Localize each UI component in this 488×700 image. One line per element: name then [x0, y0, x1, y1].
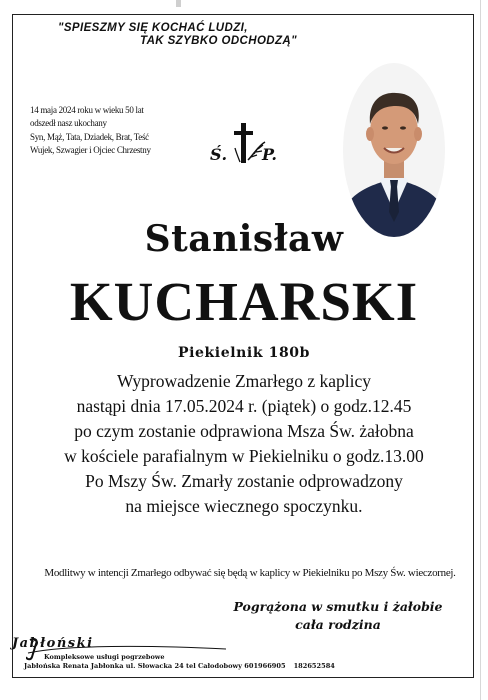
epigraph-quote	[58, 22, 428, 48]
mourning-line-2: cała rodzina	[295, 617, 381, 632]
funeral-home-name: Jabłoński	[12, 636, 94, 651]
cross-emblem-icon	[210, 120, 280, 168]
funeral-detail-line: po czym zostanie odprawiona Msza Św. żałobna	[74, 421, 414, 441]
death-announcement	[30, 104, 180, 158]
mourning-signature	[200, 598, 476, 634]
funeral-detail-line: Po Mszy Św. Zmarły zostanie odprowadzony	[85, 471, 403, 491]
mourning-line-1: Pogrążona w smutku i żałobie	[233, 599, 443, 614]
funeral-home-phone: 182652584	[293, 662, 335, 670]
death-info-line: 14 maja 2024 roku w wieku 50 lat	[30, 105, 144, 115]
death-info-line: odszedł nasz ukochany	[30, 118, 107, 129]
death-info-line: Wujek, Szwagier i Ojciec Chrzestny	[30, 145, 151, 156]
funeral-home-contact	[24, 662, 335, 671]
emblem-letter-right: P.	[262, 145, 277, 164]
quote-line-1: "SPIESZMY SIĘ KOCHAĆ LUDZI,	[58, 22, 248, 34]
prayer-notice: Modlitwy w intencji Zmarłego odbywać się będą w kaplicy w Piekielniku po Mszy Św. wieczornej.	[44, 567, 456, 579]
quote-line-2: TAK SZYBKO ODCHODZĄ"	[140, 35, 297, 47]
deceased-last-name: KUCHARSKI	[69, 271, 419, 332]
emblem-letter-left: Ś.	[210, 145, 228, 164]
funeral-detail-line: na miejsce wiecznego spoczynku.	[125, 496, 363, 516]
funeral-home-address: Jabłońska Renata Jabłonka ul. Słowacka 24 tel Całodobowy 601966905	[24, 662, 286, 670]
funeral-detail-line: Wyprowadzenie Zmarłego z kaplicy	[116, 371, 372, 391]
funeral-detail-line: w kościele parafialnym w Piekielniku o godz.13.00	[64, 446, 424, 466]
portrait-photo	[342, 62, 446, 238]
funeral-detail-line: nastąpi dnia 17.05.2024 r. (piątek) o godz.12.45	[76, 396, 412, 416]
funeral-home-tagline: Kompleksowe usługi pogrzebowe	[44, 653, 165, 661]
death-info-line: Syn, Mąż, Tata, Dziadek, Brat, Teść	[30, 131, 149, 142]
deceased-first-name: Stanisław	[144, 218, 344, 260]
funeral-details	[0, 369, 488, 519]
scan-mark	[176, 0, 181, 7]
deceased-address: Piekielnik 180b	[177, 345, 311, 361]
